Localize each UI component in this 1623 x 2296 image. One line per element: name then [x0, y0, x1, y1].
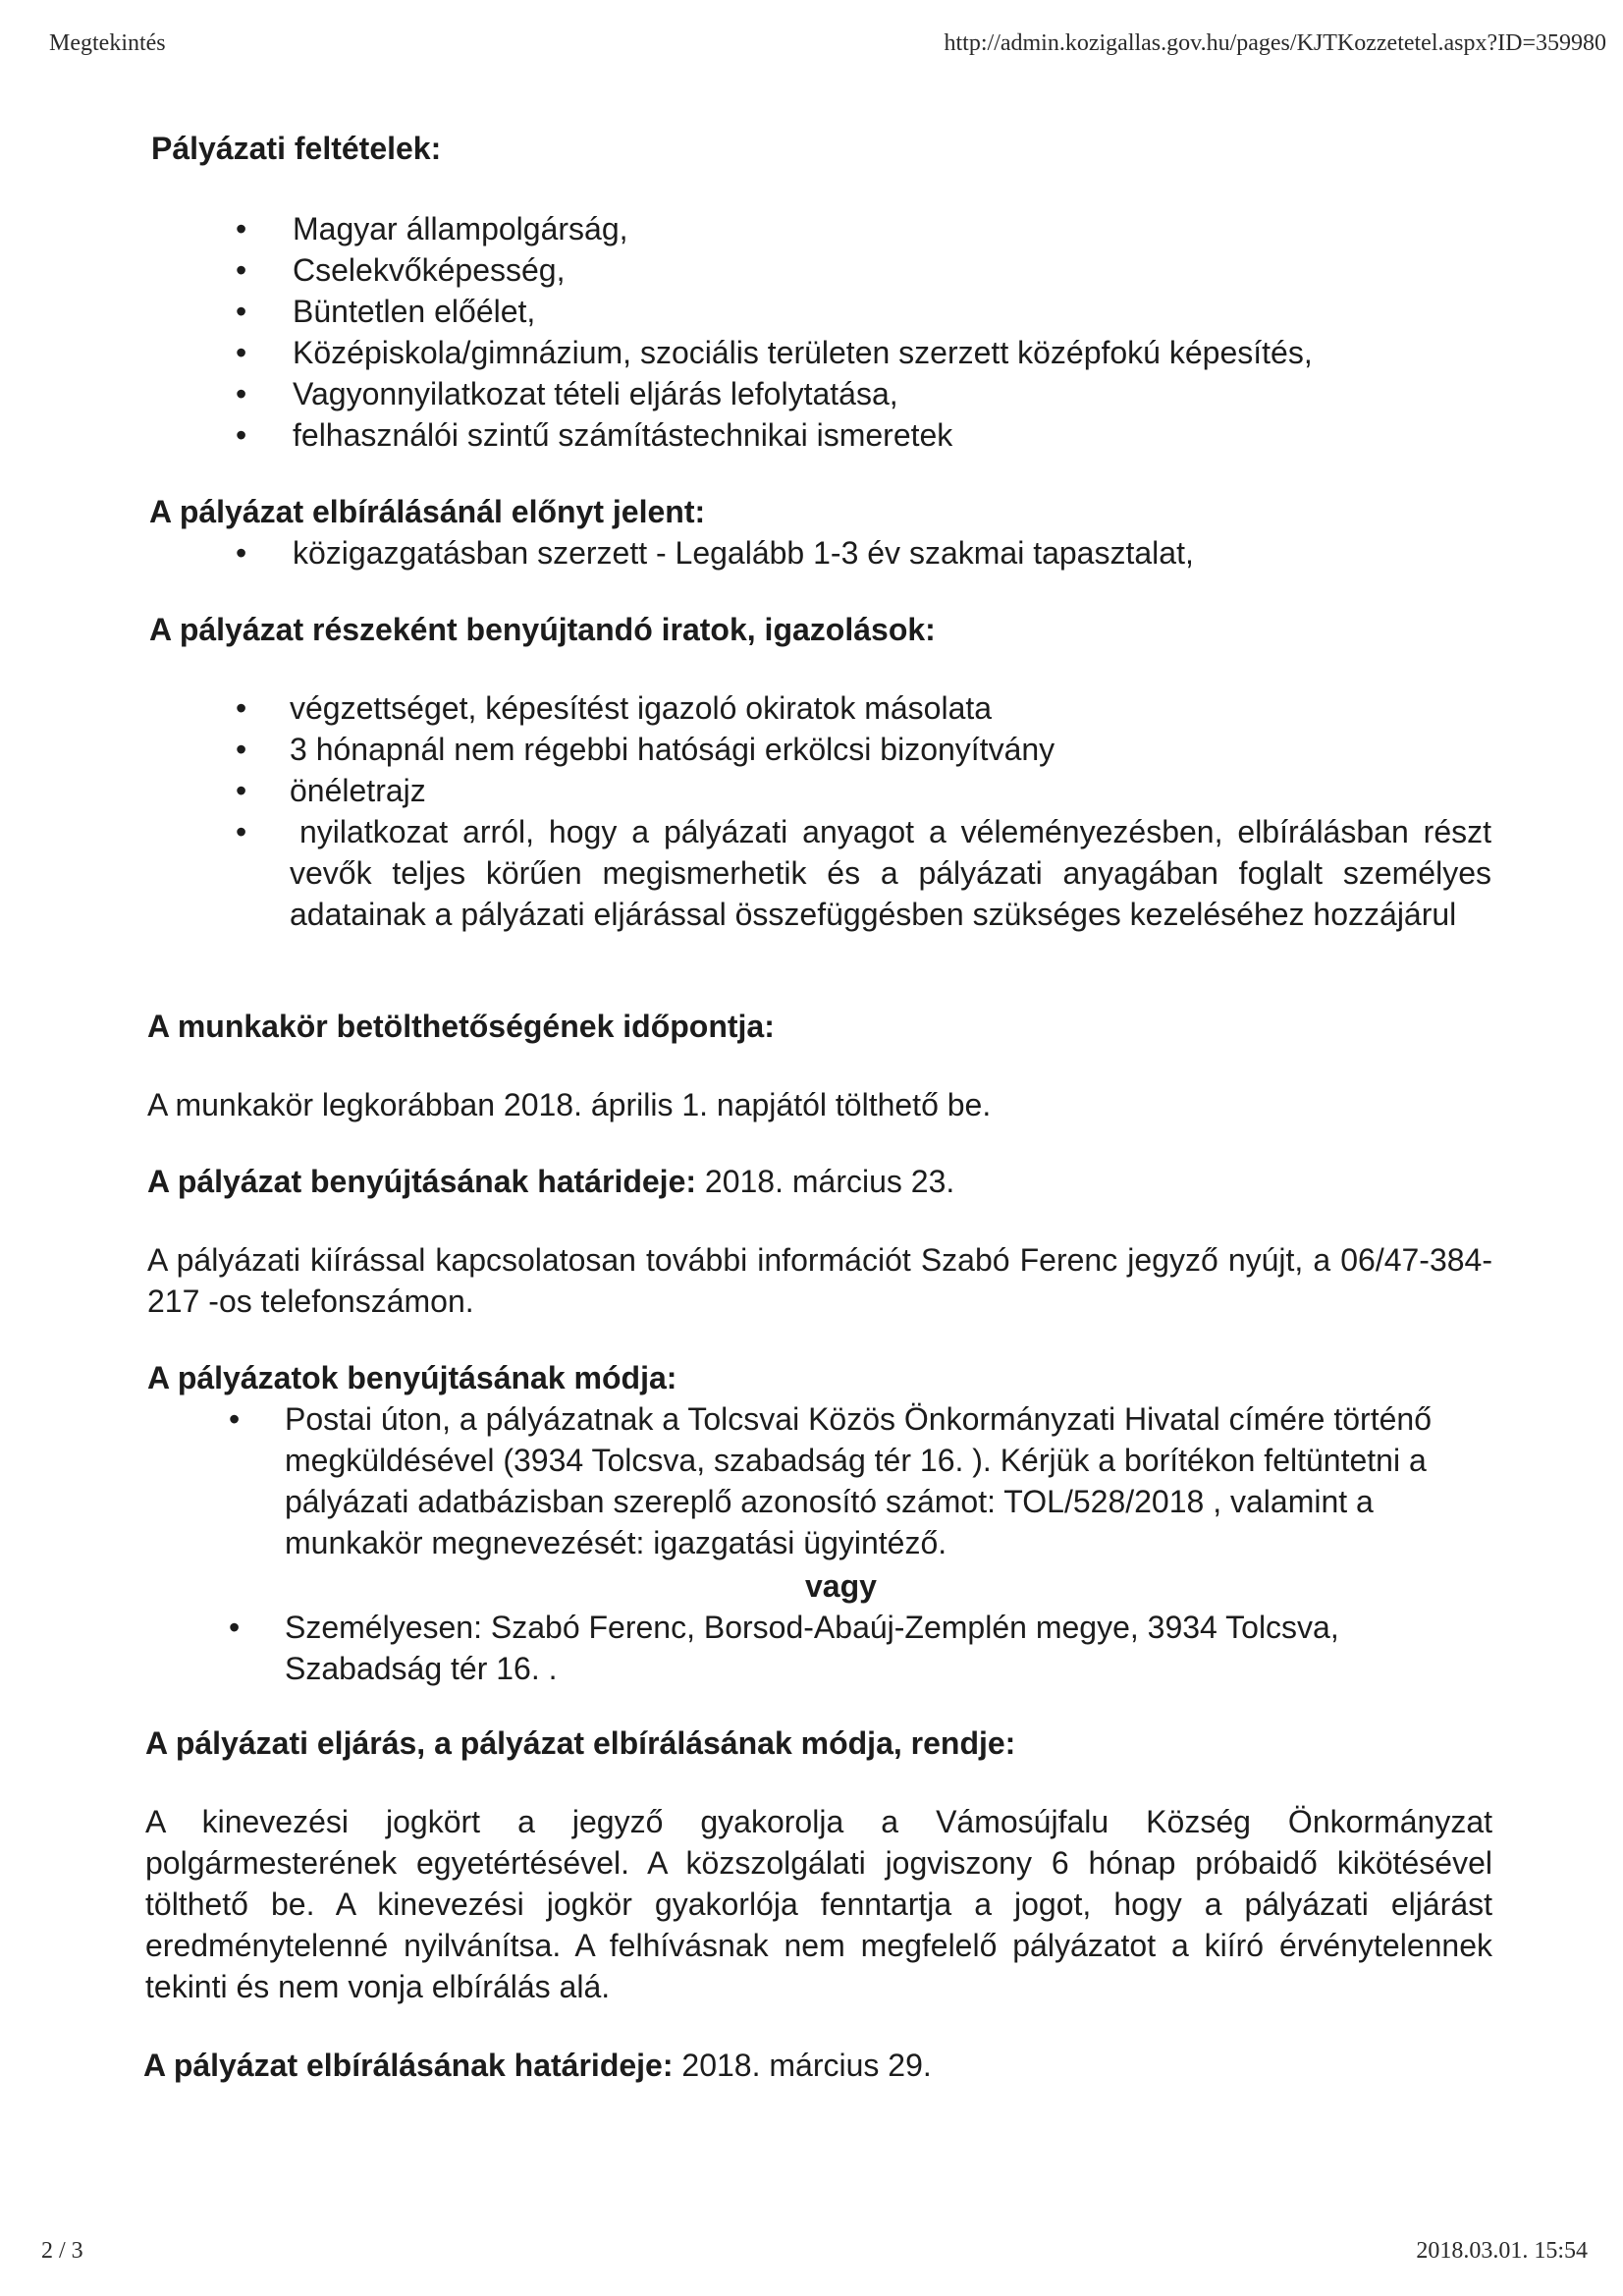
- documents-title: A pályázat részeként benyújtandó iratok, igazolások:: [149, 612, 936, 647]
- evaluation-line: [143, 2045, 932, 2086]
- evaluation-value: 2018. március 29.: [681, 2048, 932, 2083]
- list-item-text: 3 hónapnál nem régebbi hatósági erkölcsi bizonyítvány: [290, 732, 1055, 767]
- list-item-text: Középiskola/gimnázium, szociális területen szerzett középfokú képesítés,: [293, 335, 1313, 370]
- start-text: A munkakör legkorábban 2018. április 1. napjától tölthető be.: [147, 1087, 992, 1122]
- list-item-text: Magyar állampolgárság,: [293, 211, 628, 246]
- list-item-text: közigazgatásban szerzett - Legalább 1-3 év szakmai tapasztalat,: [293, 535, 1194, 571]
- list-item-text: felhasználói szintű számítástechnikai ismeretek: [293, 417, 953, 453]
- evaluation-label: A pályázat elbírálásának határideje:: [143, 2048, 674, 2083]
- start-title: A munkakör betölthetőségének időpontja:: [147, 1009, 775, 1044]
- list-item-text: Vagyonnyilatkozat tételi eljárás lefolytatása,: [293, 376, 898, 411]
- deadline-line: [147, 1161, 954, 1202]
- submission-title: A pályázatok benyújtásának módja:: [147, 1360, 677, 1395]
- list-item-text: végzettséget, képesítést igazoló okiratok másolata: [290, 690, 993, 726]
- advantage-title: A pályázat elbírálásánál előnyt jelent:: [149, 494, 706, 529]
- header-url: http://admin.kozigallas.gov.hu/pages/KJTKozzetetel.aspx?ID=359980: [944, 30, 1606, 56]
- info-text: A pályázati kiírással kapcsolatosan további információt Szabó Ferenc jegyző nyújt, a 06/47-384-217 -os telefonszámon.: [147, 1242, 1492, 1319]
- submission-personal: Személyesen: Szabó Ferenc, Borsod-Abaúj-Zemplén megye, 3934 Tolcsva, Szabadság tér 16. .: [285, 1610, 1339, 1686]
- page-number: 2 / 3: [41, 2238, 83, 2264]
- list-item-text: Büntetlen előélet,: [293, 294, 536, 329]
- submission-postal: Postai úton, a pályázatnak a Tolcsvai Közös Önkormányzati Hivatal címére történő megküldésével (3934 Tolcsva, szabadság tér 16. ). Kérjük a borítékon feltüntetni a pályázati adatbázisban szereplő azonosító számot: TOL/528/2018 , valamint a munkakör megnevezését: igazgatási ügyintéző.: [285, 1401, 1432, 1560]
- deadline-label: A pályázat benyújtásának határideje:: [147, 1164, 697, 1199]
- procedure-title: A pályázati eljárás, a pályázat elbírálásának módja, rendje:: [145, 1725, 1016, 1761]
- header-left: Megtekintés: [49, 30, 166, 56]
- list-item-text: nyilatkozat arról, hogy a pályázati anyagot a véleményezésben, elbírálásban részt vevők teljes körűen megismerhetik és a pályázati anyagában foglalt személyes adatainak a pályázati eljárással összefüggésben szükséges kezeléséhez hozzájárul: [290, 814, 1491, 932]
- procedure-text: A kinevezési jogkört a jegyző gyakorolja a Vámosújfalu Község Önkormányzat polgármesterének egyetértésével. A közszolgálati jogviszony 6 hónap próbaidő kikötésével tölthető be. A kinevezési jogkör gyakorlója fenntartja a jogot, hogy a pályázati eljárást eredménytelenné nyilvánítsa. A felhívásnak nem megfelelő pályázatot a kiíró érvénytelennek tekinti és nem vonja elbírálás alá.: [145, 1804, 1492, 2004]
- deadline-value: 2018. március 23.: [704, 1164, 955, 1199]
- list-item-text: önéletrajz: [290, 773, 426, 808]
- print-timestamp: 2018.03.01. 15:54: [1416, 2238, 1588, 2264]
- list-item-text: Cselekvőképesség,: [293, 252, 566, 288]
- submission-or: vagy: [805, 1568, 877, 1604]
- conditions-title: Pályázati feltételek:: [151, 131, 442, 166]
